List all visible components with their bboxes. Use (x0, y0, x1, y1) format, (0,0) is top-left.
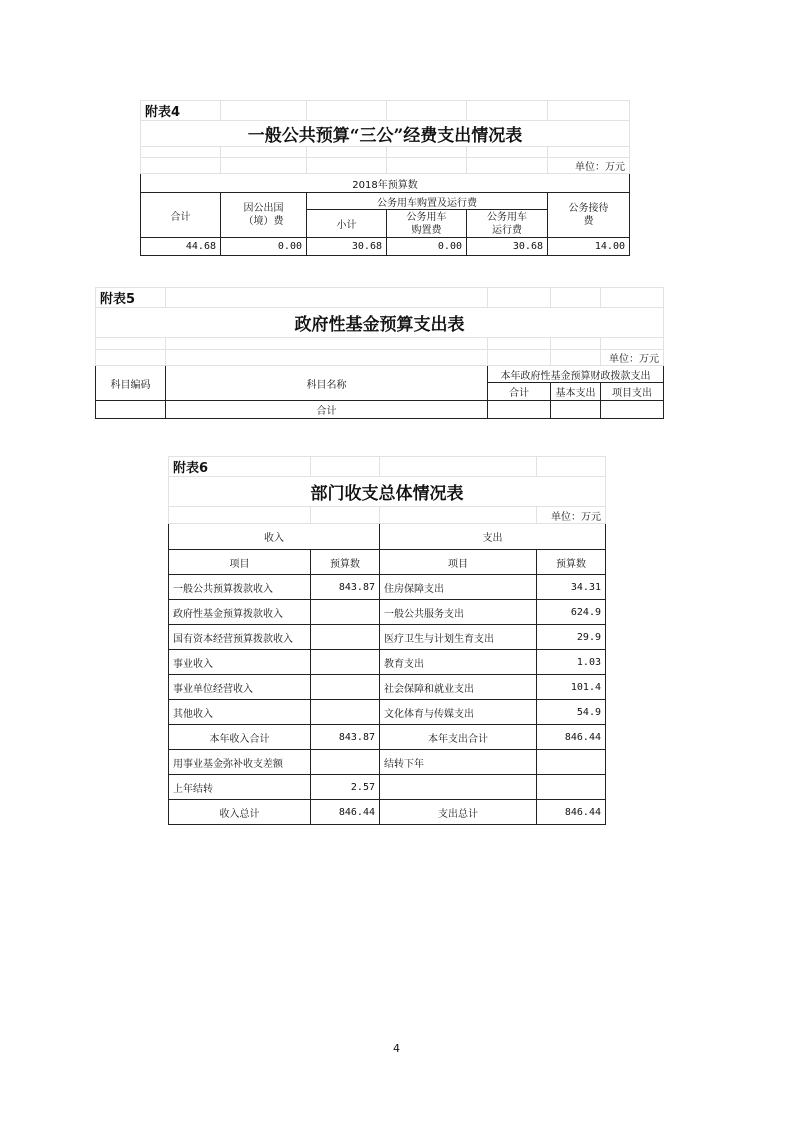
table4-col-abroad (221, 193, 307, 238)
table4-sheet (140, 100, 629, 256)
table4-value-abroad: 0.00 (221, 238, 307, 256)
expense-item: 文化体育与传媒支出 (380, 700, 537, 725)
expense-value: 34.31 (537, 575, 606, 600)
table6-income-header: 收入 (169, 524, 380, 550)
table6-col-expense-budget: 预算数 (537, 550, 606, 575)
expense-year-total-label: 本年支出合计 (380, 725, 537, 750)
table4-col-vehicle-operation (467, 210, 548, 238)
income-value (311, 675, 380, 700)
carry-forward-prev-value: 2.57 (311, 775, 380, 800)
table4-value-reception: 14.00 (548, 238, 630, 256)
income-year-total: 843.87 (311, 725, 380, 750)
expense-item: 社会保障和就业支出 (380, 675, 537, 700)
table6-unit: 单位：万元 (537, 507, 606, 524)
income-item: 国有资本经营预算拨款收入 (169, 625, 311, 650)
fund-gap-label: 用事业基金弥补收支差额 (169, 750, 311, 775)
table6-expense-header: 支出 (380, 524, 606, 550)
table6-label: 附表6 (169, 457, 311, 477)
table4-value-total: 44.68 (141, 238, 221, 256)
expense-item: 医疗卫生与计划生育支出 (380, 625, 537, 650)
table4-col-subtotal: 小计 (307, 210, 387, 238)
expense-year-total: 846.44 (537, 725, 606, 750)
table4-col-vehicle-group: 公务用车购置及运行费 (307, 193, 548, 210)
table4-col-vehicle-operation-line1: 公务用车 (487, 211, 527, 223)
table-row (169, 700, 606, 725)
table6-col-income-item: 项目 (169, 550, 311, 575)
table6-col-income-budget: 预算数 (311, 550, 380, 575)
table5-col-basic: 基本支出 (551, 383, 601, 401)
expense-item: 教育支出 (380, 650, 537, 675)
table-row (169, 625, 606, 650)
income-value: 843.87 (311, 575, 380, 600)
table4-col-abroad-line1: 因公出国 (243, 203, 284, 214)
expense-item: 一般公共服务支出 (380, 600, 537, 625)
table5-unit: 单位：万元 (601, 350, 664, 366)
table4-col-reception-line2: 费 (583, 216, 594, 227)
expense-grand-total: 846.44 (537, 800, 606, 825)
table5-sheet (95, 287, 663, 419)
income-value (311, 650, 380, 675)
table5-col-code: 科目编码 (96, 366, 166, 401)
table5 (95, 287, 664, 419)
table5-col-name: 科目名称 (166, 366, 488, 401)
table-row (169, 650, 606, 675)
table4-col-abroad-line2: （境）费 (243, 216, 284, 227)
table4-col-reception (548, 193, 630, 238)
table-row (169, 600, 606, 625)
table6-col-expense-item: 项目 (380, 550, 537, 575)
expense-value: 101.4 (537, 675, 606, 700)
income-item: 事业收入 (169, 650, 311, 675)
expense-item: 住房保障支出 (380, 575, 537, 600)
income-value (311, 625, 380, 650)
table5-col-total: 合计 (488, 383, 551, 401)
income-value (311, 700, 380, 725)
table4-col-vehicle-purchase-line2: 购置费 (411, 224, 442, 236)
table5-label: 附表5 (96, 288, 166, 308)
table4-value-subtotal: 30.68 (307, 238, 387, 256)
expense-value: 1.03 (537, 650, 606, 675)
income-value (311, 600, 380, 625)
carry-forward-next-label: 结转下年 (380, 750, 537, 775)
expense-value: 29.9 (537, 625, 606, 650)
carry-forward-prev-label: 上年结转 (169, 775, 311, 800)
expense-value: 54.9 (537, 700, 606, 725)
table-row (169, 675, 606, 700)
expense-value: 624.9 (537, 600, 606, 625)
table4-title: 一般公共预算“三公”经费支出情况表 (141, 121, 630, 147)
table4-unit: 单位：万元 (548, 158, 630, 174)
table6-title: 部门收支总体情况表 (169, 477, 606, 507)
income-item: 事业单位经营收入 (169, 675, 311, 700)
table4-col-total: 合计 (141, 193, 221, 238)
table5-col-group: 本年政府性基金预算财政拨款支出 (488, 366, 664, 383)
table4 (140, 100, 630, 256)
income-grand-total: 846.44 (311, 800, 380, 825)
table6-sheet (168, 456, 605, 825)
income-grand-total-label: 收入总计 (169, 800, 311, 825)
table4-col-reception-line1: 公务接待 (568, 203, 609, 214)
page-number: 4 (393, 1042, 400, 1055)
income-item: 一般公共预算拨款收入 (169, 575, 311, 600)
table4-label: 附表4 (141, 101, 221, 121)
table4-value-vehicle-purchase: 0.00 (387, 238, 467, 256)
table4-header-year: 2018年预算数 (141, 174, 630, 193)
table5-col-project: 项目支出 (601, 383, 664, 401)
table-row (169, 575, 606, 600)
table4-col-vehicle-purchase (387, 210, 467, 238)
table4-col-vehicle-operation-line2: 运行费 (492, 224, 522, 236)
table4-value-vehicle-operation: 30.68 (467, 238, 548, 256)
income-year-total-label: 本年收入合计 (169, 725, 311, 750)
table5-title: 政府性基金预算支出表 (96, 308, 664, 338)
table4-col-vehicle-purchase-line1: 公务用车 (406, 211, 447, 223)
income-item: 政府性基金预算拨款收入 (169, 600, 311, 625)
income-item: 其他收入 (169, 700, 311, 725)
expense-grand-total-label: 支出总计 (380, 800, 537, 825)
table6 (168, 456, 606, 825)
table5-row-total: 合计 (166, 401, 488, 419)
